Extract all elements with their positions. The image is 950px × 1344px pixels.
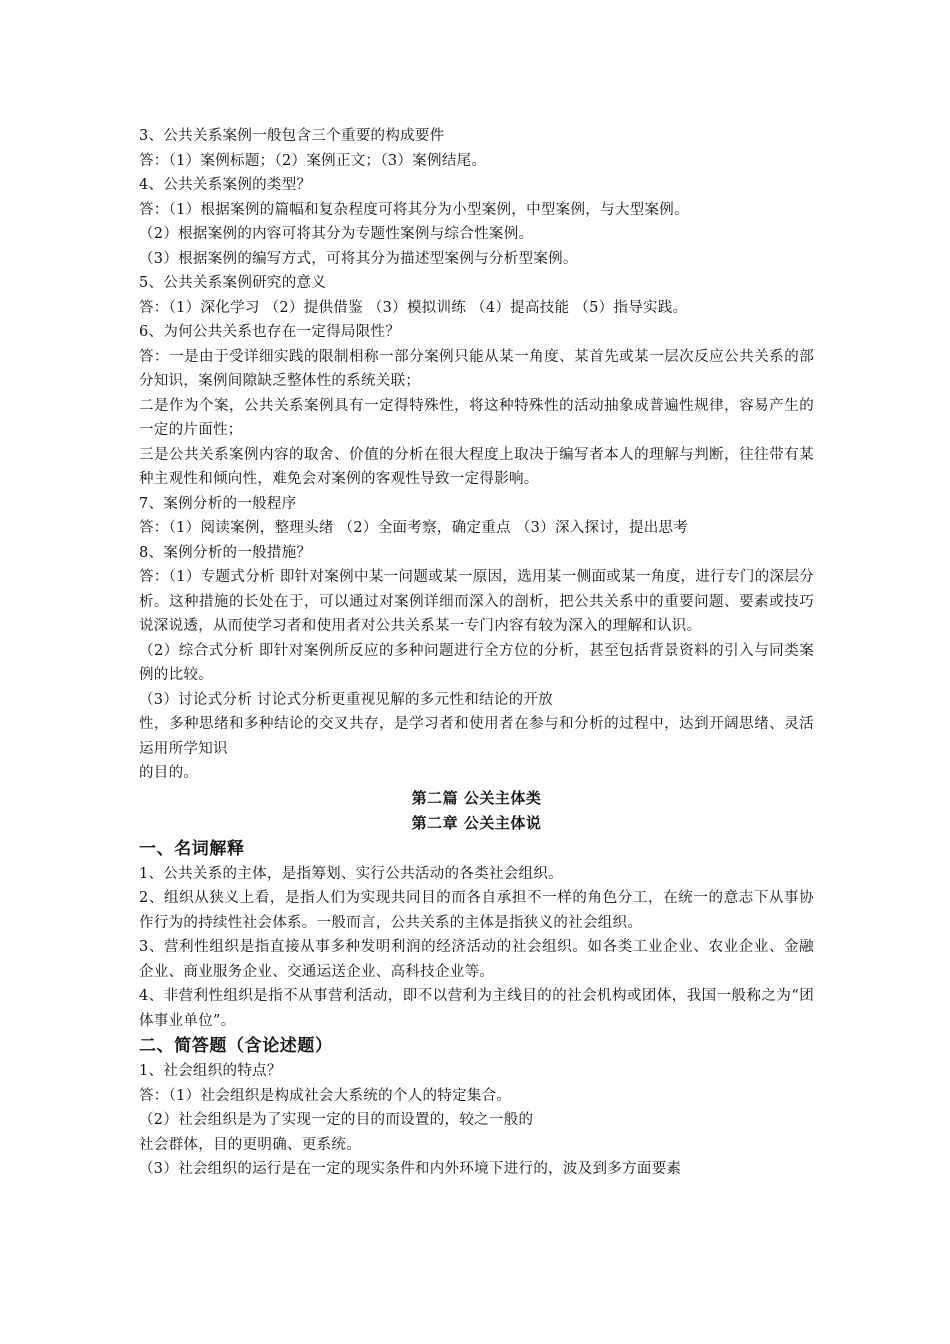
- answer-3: 答：（1）案例标题；（2）案例正文；（3）案例结尾。: [139, 152, 487, 169]
- short-answer-line: （3）社会组织的运行是在一定的现实条件和内外环境下进行的，波及到多方面要素: [139, 1161, 682, 1177]
- answer-8-part3-line1: （3）讨论式分析 讨论式分析更重视见解的多元性和结论的开放: [139, 691, 554, 708]
- term-item: 4、非营利性组织是指不从事营利活动，即不以营利为主线目的的社会机构或团体，我国一般称之为“团体事业单位”。: [139, 988, 814, 1029]
- answer-4-part2: （2）根据案例的内容可将其分为专题性案例与综合性案例。: [139, 226, 534, 242]
- answer-5: 答：（1）深化学习 （2）提供借鉴 （3）模拟训练 （4）提高技能 （5）指导实践。: [139, 299, 688, 316]
- chapter-title: 第二章 公关主体说: [411, 813, 542, 832]
- short-answer-line: （2）社会组织是为了实现一定的目的而设置的，较之一般的: [139, 1112, 534, 1128]
- answer-8-part3-line3: 的目的。: [139, 765, 199, 781]
- question-7: 7、案例分析的一般程序: [139, 495, 297, 512]
- answer-6-part3: 三是公共关系案例内容的取舍、价值的分析在很大程度上取决于编写者本人的理解与判断，往往带有某种主观性和倾向性，难免会对案例的客观性导致一定得影响。: [139, 446, 814, 487]
- document-page: [139, 124, 814, 1182]
- answer-8-part3-line2: 性，多种思绪和多种结论的交叉共存，是学习者和使用者在参与和分析的过程中，达到开阔思绪、灵活运用所学知识: [139, 716, 814, 757]
- answer-4-part3: （3）根据案例的编写方式，可将其分为描述型案例与分析型案例。: [139, 250, 578, 267]
- part-title: 第二篇 公关主体类: [411, 788, 542, 807]
- section-heading-short-answer: 二、简答题（含论述题）: [139, 1036, 333, 1056]
- question-3: 3、公共关系案例一般包含三个重要的构成要件: [139, 128, 445, 144]
- short-answer-line: 社会群体，目的更明确、更系统。: [139, 1136, 361, 1153]
- answer-8-part2: （2）综合式分析 即针对案例所反应的多种问题进行全方位的分析，甚至包括背景资料的引入与同类案例的比较。: [139, 642, 814, 683]
- short-answer-line: 答：（1）社会组织是构成社会大系统的个人的特定集合。: [139, 1087, 512, 1104]
- answer-6-part2: 二是作为个案，公共关系案例具有一定得特殊性，将这种特殊性的活动抽象成普遍性规律，容易产生的一定的片面性；: [139, 397, 814, 438]
- answer-8-part1: 答：（1）专题式分析 即针对案例中某一问题或某一原因，选用某一侧面或某一角度，进行专门的深层分析。这种措施的长处在于，可以通过对案例详细而深入的剖析，把公共关系中的重要问题、要素或技巧说深说透，从而使学习者和使用者对公共关系某一专门内容有较为深入的理解和认识。: [139, 569, 814, 634]
- term-item: 2、组织从狭义上看，是指人们为实现共同目的而各自承担不一样的角色分工，在统一的意志下从事协作行为的持续性社会体系。一般而言，公共关系的主体是指狭义的社会组织。: [139, 890, 814, 931]
- answer-4-part1: 答：（1）根据案例的篇幅和复杂程度可将其分为小型案例，中型案例，与大型案例。: [139, 201, 689, 218]
- term-item: 3、营利性组织是指直接从事多种发明利润的经济活动的社会组织。如各类工业企业、农业企业、金融企业、商业服务企业、交通运送企业、高科技企业等。: [139, 939, 814, 980]
- answer-7: 答：（1）阅读案例，整理头绪 （2）全面考察，确定重点 （3）深入探讨，提出思考: [139, 520, 689, 536]
- question-6: 6、为何公共关系也存在一定得局限性？: [139, 324, 401, 340]
- short-answer-question-1: 1、社会组织的特点？: [139, 1063, 282, 1079]
- question-4: 4、公共关系案例的类型？: [139, 177, 312, 193]
- question-8: 8、案例分析的一般措施？: [139, 544, 312, 561]
- term-item: 1、公共关系的主体，是指筹划、实行公共活动的各类社会组织。: [139, 865, 563, 882]
- answer-6-part1: 答：一是由于受详细实践的限制相称一部分案例只能从某一角度、某首先或某一层次反应公共关系的部分知识，案例间隙缺乏整体性的系统关联；: [139, 348, 814, 389]
- section-heading-terms: 一、名词解释: [139, 838, 245, 859]
- question-5: 5、公共关系案例研究的意义: [139, 275, 327, 291]
